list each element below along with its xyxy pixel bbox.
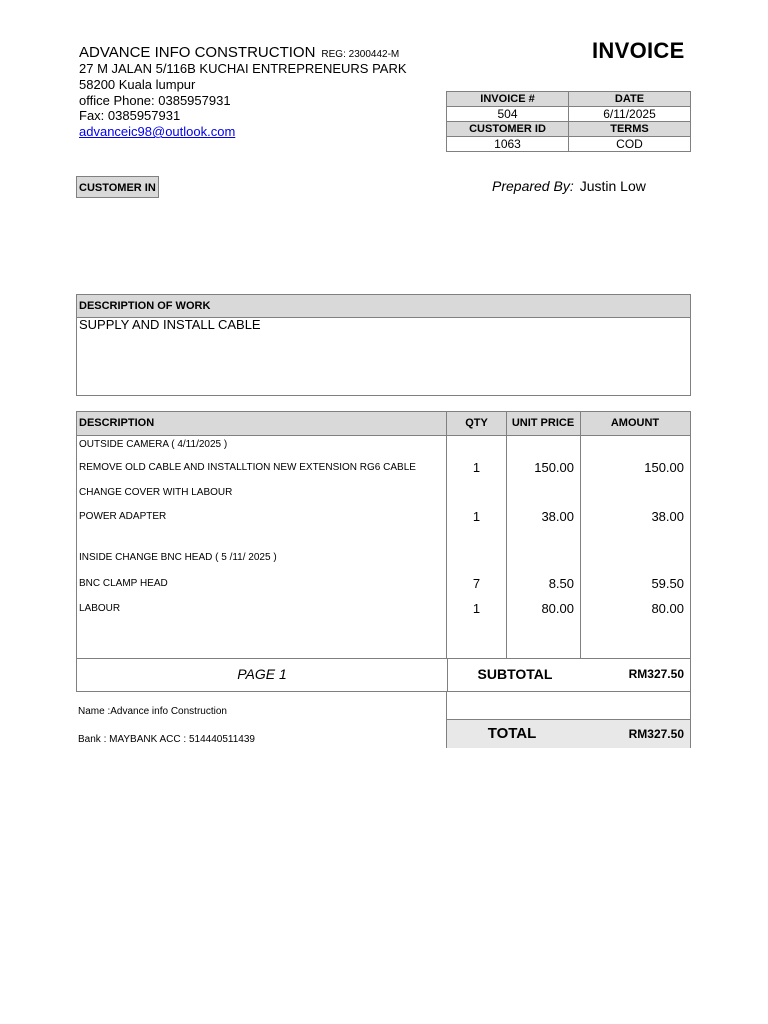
- total-box: [446, 692, 691, 748]
- item-qty: 1: [472, 509, 481, 524]
- company-address-line-1: 27 M JALAN 5/116B KUCHAI ENTREPRENEURS PARK: [79, 61, 407, 76]
- bank-account-number: Bank : MAYBANK ACC : 514440511439: [78, 734, 255, 745]
- item-qty: 7: [472, 576, 481, 591]
- item-description: POWER ADAPTER: [79, 511, 167, 522]
- terms: COD: [569, 137, 691, 152]
- item-amount: 38.00: [651, 509, 684, 524]
- amount-column-header: AMOUNT: [610, 417, 660, 429]
- description-of-work-box: [76, 294, 691, 396]
- total-value: RM327.50: [628, 727, 684, 741]
- subtotal-value: RM327.50: [628, 667, 684, 681]
- table-row: [77, 462, 690, 476]
- invoice-meta-table: [446, 91, 691, 152]
- item-unit-price: 80.00: [541, 601, 574, 616]
- description-column-header: DESCRIPTION: [79, 417, 155, 429]
- company-name-line: [79, 44, 399, 61]
- item-description: INSIDE CHANGE BNC HEAD ( 5 /11/ 2025 ): [79, 552, 277, 563]
- description-of-work-header: DESCRIPTION OF WORK: [77, 295, 690, 318]
- subtotal-row: [76, 658, 691, 692]
- item-description: BNC CLAMP HEAD: [79, 578, 168, 589]
- prepared-by-label: Prepared By:: [492, 178, 574, 194]
- invoice-title: INVOICE: [592, 38, 685, 63]
- item-description: LABOUR: [79, 603, 121, 614]
- total-row: [447, 720, 690, 748]
- terms-label: TERMS: [569, 122, 691, 137]
- blank-cell: [447, 692, 690, 720]
- line-items-table: [76, 411, 691, 659]
- customer-id-label: CUSTOMER ID: [447, 122, 569, 137]
- table-row: [77, 439, 690, 453]
- total-label: TOTAL: [487, 725, 537, 742]
- company-email-link[interactable]: advanceic98@outlook.com: [79, 124, 236, 139]
- invoice-date: 6/11/2025: [569, 107, 691, 122]
- table-row: [77, 552, 690, 566]
- prepared-by: [492, 178, 646, 194]
- item-unit-price: 38.00: [541, 509, 574, 524]
- item-description: OUTSIDE CAMERA ( 4/11/2025 ): [79, 439, 228, 450]
- bank-account-name: Name :Advance info Construction: [78, 706, 227, 717]
- item-description: CHANGE COVER WITH LABOUR: [79, 487, 233, 498]
- item-description: REMOVE OLD CABLE AND INSTALLTION NEW EXTENSION RG6 CABLE: [79, 462, 416, 473]
- company-reg: REG: 2300442-M: [321, 49, 400, 60]
- subtotal-label: SUBTOTAL: [477, 666, 553, 682]
- company-fax: Fax: 0385957931: [79, 108, 181, 123]
- company-name: ADVANCE INFO CONSTRUCTION: [79, 44, 316, 61]
- item-amount: 80.00: [651, 601, 684, 616]
- item-qty: 1: [472, 601, 481, 616]
- table-row: [77, 487, 690, 501]
- company-phone: office Phone: 0385957931: [79, 93, 231, 108]
- prepared-by-name: Justin Low: [579, 178, 646, 194]
- unit-price-column-header: UNIT PRICE: [511, 417, 575, 429]
- table-row: [77, 511, 690, 525]
- qty-column-header: QTY: [465, 417, 488, 429]
- description-of-work-text: SUPPLY AND INSTALL CABLE: [79, 317, 261, 332]
- item-qty: 1: [472, 460, 481, 475]
- item-unit-price: 8.50: [548, 576, 574, 591]
- company-address-line-2: 58200 Kuala lumpur: [79, 77, 196, 92]
- invoice-number: 504: [447, 107, 569, 122]
- customer-id: 1063: [447, 137, 569, 152]
- item-amount: 59.50: [651, 576, 684, 591]
- line-items-header-row: [77, 412, 690, 436]
- customer-info-header: CUSTOMER IN: [76, 176, 159, 198]
- item-unit-price: 150.00: [534, 460, 574, 475]
- invoice-number-label: INVOICE #: [447, 92, 569, 107]
- table-row: [77, 603, 690, 617]
- date-label: DATE: [569, 92, 691, 107]
- item-amount: 150.00: [644, 460, 684, 475]
- table-row: [77, 578, 690, 592]
- page-number: PAGE 1: [237, 666, 287, 682]
